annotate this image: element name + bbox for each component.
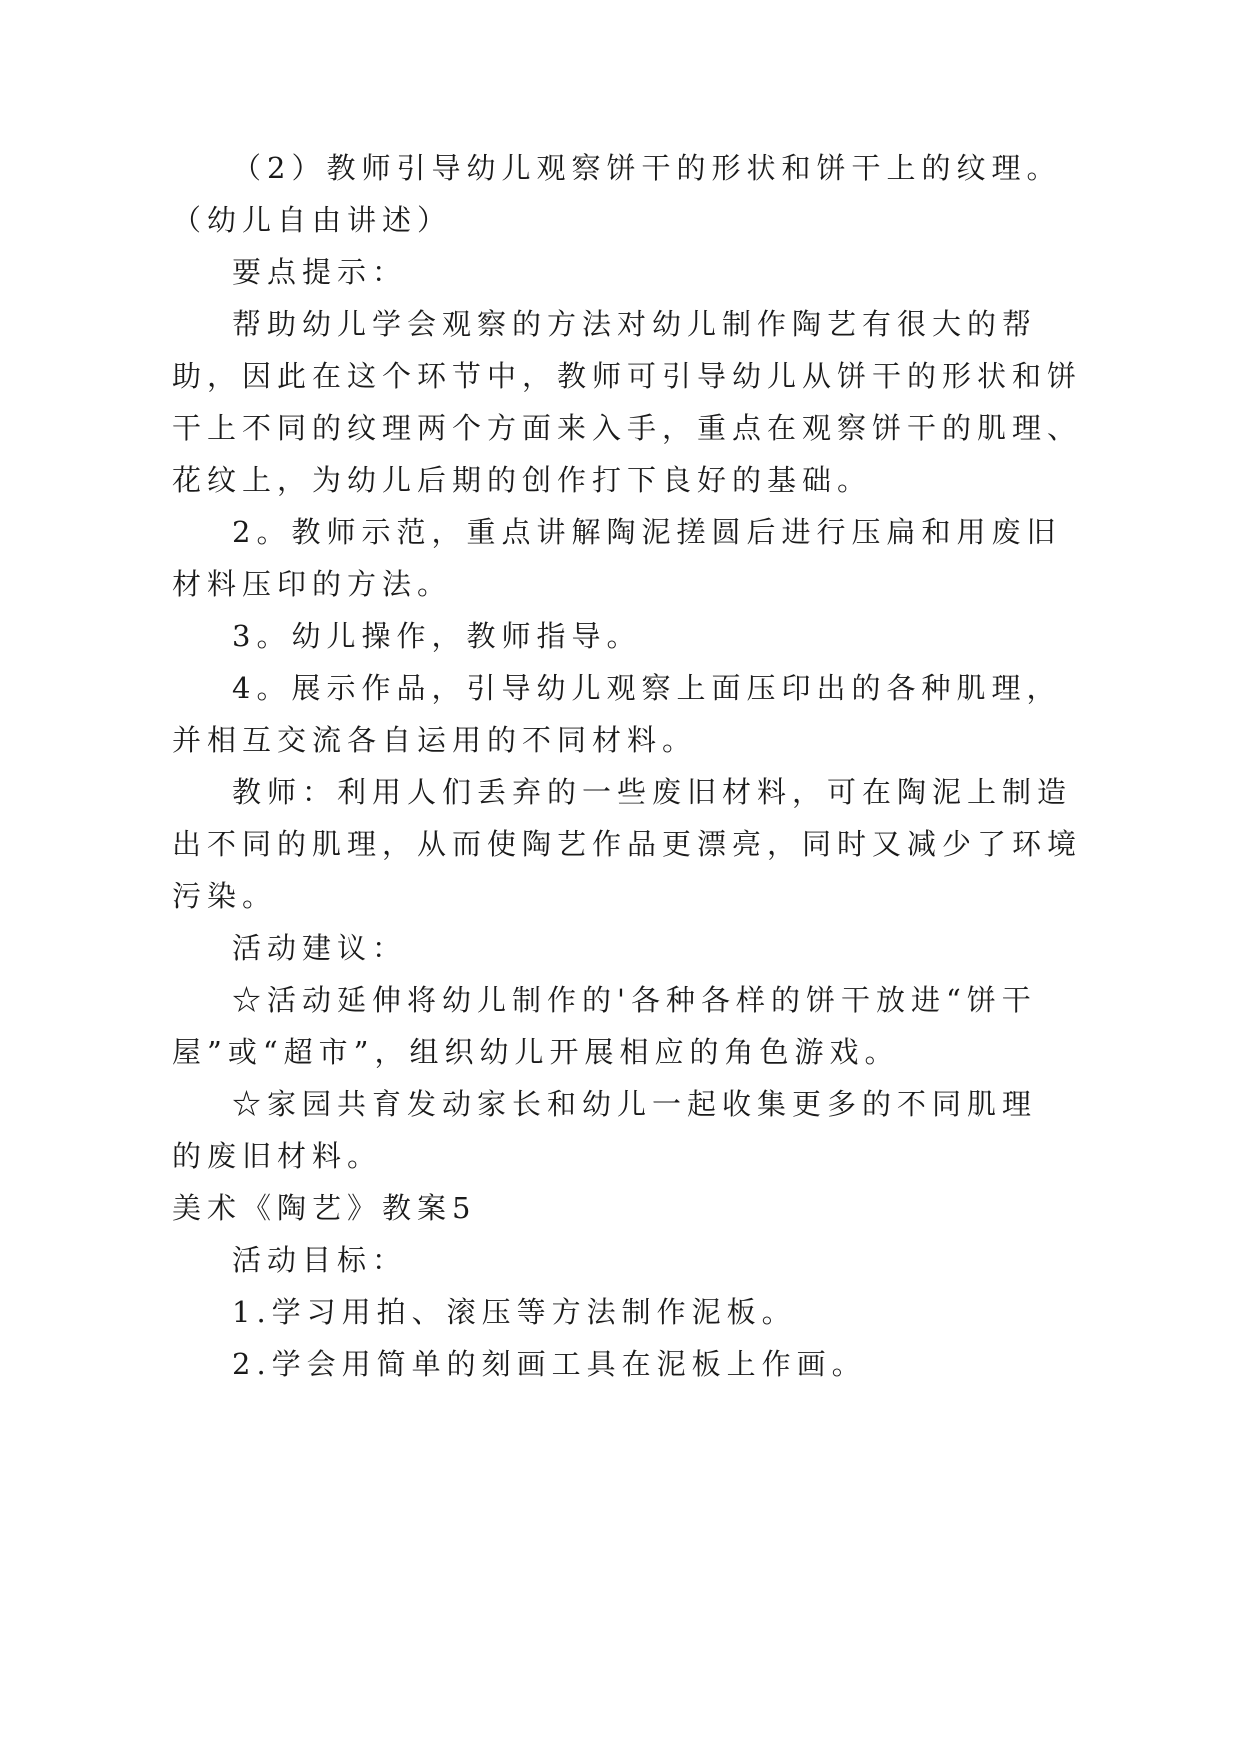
paragraph-line-key-points-1: 帮助幼儿学会观察的方法对幼儿制作陶艺有很大的帮: [232, 307, 1038, 341]
paragraph-line-home-school-2: 的废旧材料。: [172, 1139, 383, 1173]
paragraph-line-home-school-1: ☆家园共育发动家长和幼儿一起收集更多的不同肌理: [232, 1087, 1038, 1121]
paragraph-line-teacher-1: 教师：利用人们丢弃的一些废旧材料，可在陶泥上制造: [232, 775, 1073, 809]
paragraph-line-extension-2: 屋”或“超市”，组织幼儿开展相应的角色游戏。: [172, 1035, 900, 1069]
paragraph-line-step-3: 3。幼儿操作，教师指导。: [232, 619, 642, 653]
goal-item-2: 2.学会用简单的刻画工具在泥板上作画。: [232, 1347, 867, 1381]
paragraph-line-child-narration: （幼儿自由讲述）: [172, 203, 453, 237]
section-heading-activity-goals: 活动目标：: [232, 1243, 408, 1277]
paragraph-line-teacher-3: 污染。: [172, 879, 278, 913]
paragraph-line-step-4-cont: 并相互交流各自运用的不同材料。: [172, 723, 698, 757]
lesson-plan-title: 美术《陶艺》教案5: [172, 1191, 477, 1225]
paragraph-line-step-2-observe: （2）教师引导幼儿观察饼干的形状和饼干上的纹理。: [232, 151, 1062, 185]
paragraph-line-step-4: 4。展示作品，引导幼儿观察上面压印出的各种肌理，: [232, 671, 1062, 705]
section-heading-key-points: 要点提示：: [232, 255, 408, 289]
paragraph-line-key-points-3: 干上不同的纹理两个方面来入手，重点在观察饼干的肌理、: [172, 411, 1083, 445]
goal-item-1: 1.学习用拍、滚压等方法制作泥板。: [232, 1295, 797, 1329]
paragraph-line-teacher-2: 出不同的肌理，从而使陶艺作品更漂亮，同时又减少了环境: [172, 827, 1083, 861]
paragraph-line-step-2-demo: 2。教师示范，重点讲解陶泥搓圆后进行压扁和用废旧: [232, 515, 1062, 549]
section-heading-activity-suggestions: 活动建议：: [232, 931, 408, 965]
paragraph-line-extension-1: ☆活动延伸将幼儿制作的'各种各样的饼干放进“饼干: [232, 983, 1037, 1017]
paragraph-line-step-2-demo-cont: 材料压印的方法。: [172, 567, 453, 601]
paragraph-line-key-points-4: 花纹上，为幼儿后期的创作打下良好的基础。: [172, 463, 873, 497]
paragraph-line-key-points-2: 助，因此在这个环节中，教师可引导幼儿从饼干的形状和饼: [172, 359, 1083, 393]
